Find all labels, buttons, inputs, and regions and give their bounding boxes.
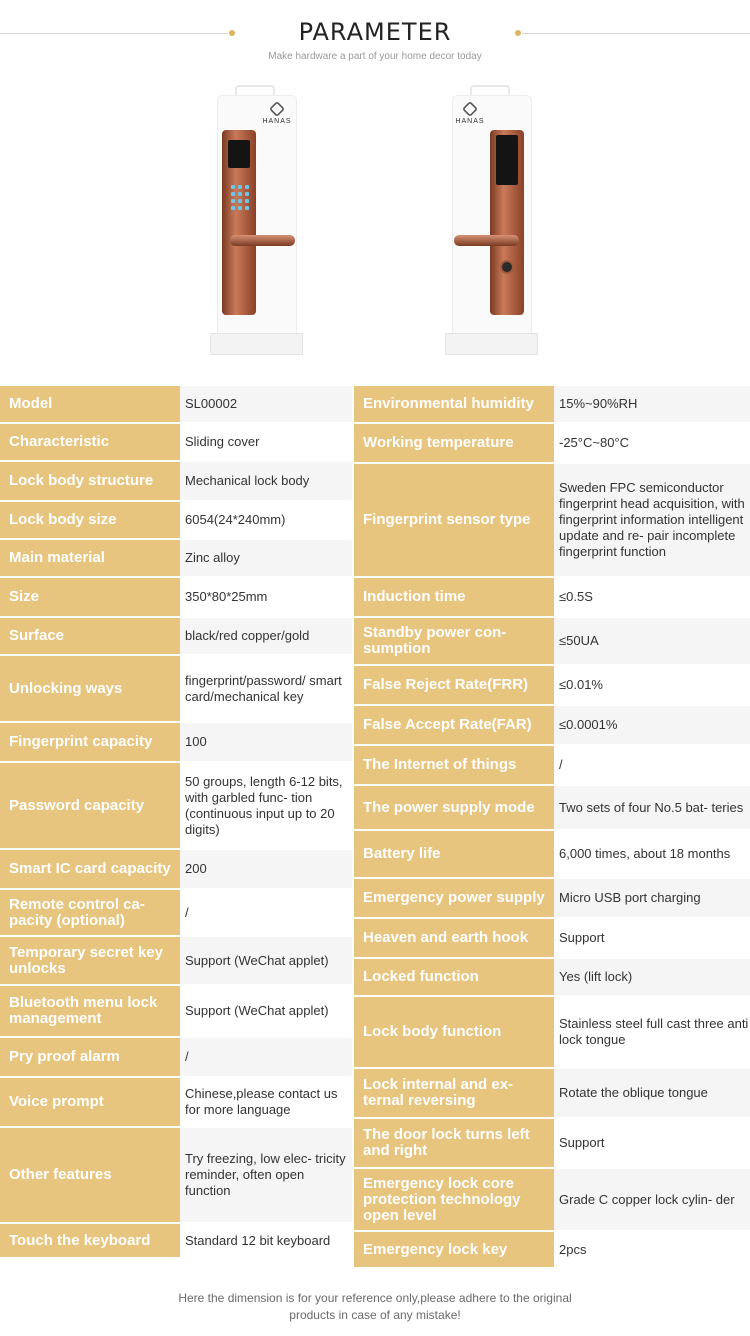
right-row — [354, 618, 750, 666]
right-label: The power supply mode — [354, 786, 554, 831]
right-row — [354, 919, 750, 959]
left-label: Pry proof alarm — [0, 1038, 180, 1078]
disclaimer — [0, 1290, 750, 1324]
left-label: Size — [0, 578, 180, 618]
right-label: Emergency lock core protection technology open level — [354, 1169, 554, 1232]
right-row — [354, 578, 750, 618]
product-image-front — [205, 85, 310, 360]
right-value: Yes (lift lock) — [554, 959, 750, 997]
left-row — [0, 656, 352, 723]
left-row — [0, 424, 352, 462]
left-row — [0, 1038, 352, 1078]
right-row — [354, 464, 750, 578]
left-value: 350*80*25mm — [180, 578, 352, 618]
disclaimer-line-2: products in case of any mistake! — [289, 1308, 461, 1322]
left-label: Characteristic — [0, 424, 180, 462]
right-value: / — [554, 746, 750, 786]
left-value: Mechanical lock body — [180, 462, 352, 502]
left-row — [0, 850, 352, 890]
left-row — [0, 890, 352, 937]
left-value: 100 — [180, 723, 352, 763]
left-label: Bluetooth menu lock management — [0, 986, 180, 1038]
brand-name: HANAS — [262, 118, 292, 125]
left-value: / — [180, 1038, 352, 1078]
right-row — [354, 386, 750, 424]
left-label: Voice prompt — [0, 1078, 180, 1128]
product-image-back — [440, 85, 545, 360]
right-row — [354, 706, 750, 746]
left-label: Lock body structure — [0, 462, 180, 502]
right-label: Fingerprint sensor type — [354, 464, 554, 578]
right-value: Grade C copper lock cylin- der — [554, 1169, 750, 1232]
left-label: Lock body size — [0, 502, 180, 540]
stand-base — [445, 333, 538, 355]
lock-screen — [228, 140, 250, 168]
left-value: SL00002 — [180, 386, 352, 424]
disclaimer-line-1: Here the dimension is for your reference only,please adhere to the original — [178, 1291, 572, 1305]
left-value: / — [180, 890, 352, 937]
right-label: Emergency power supply — [354, 879, 554, 919]
left-row — [0, 937, 352, 986]
right-row — [354, 1119, 750, 1169]
left-row — [0, 540, 352, 578]
left-value: 6054(24*240mm) — [180, 502, 352, 540]
left-value: Standard 12 bit keyboard — [180, 1224, 352, 1259]
right-value: Stainless steel full cast three anti lock tongue — [554, 997, 750, 1069]
page-title: PARAMETER — [298, 18, 452, 46]
left-label: Model — [0, 386, 180, 424]
left-label: Surface — [0, 618, 180, 656]
right-value: Support — [554, 1119, 750, 1169]
right-label: Lock body function — [354, 997, 554, 1069]
left-label: Other features — [0, 1128, 180, 1224]
door-lever — [454, 235, 519, 246]
left-row — [0, 618, 352, 656]
left-label: Smart IC card capacity — [0, 850, 180, 890]
left-label: Touch the keyboard — [0, 1224, 180, 1259]
page-subtitle: Make hardware a part of your home decor today — [268, 51, 482, 62]
right-label: The door lock turns left and right — [354, 1119, 554, 1169]
right-row — [354, 1232, 750, 1269]
left-row — [0, 723, 352, 763]
brand-logo — [450, 102, 490, 125]
brand-name: HANAS — [455, 118, 485, 125]
left-value: fingerprint/password/ smart card/mechanical key — [180, 656, 352, 723]
left-row — [0, 1224, 352, 1259]
right-value: ≤0.01% — [554, 666, 750, 706]
left-label: Unlocking ways — [0, 656, 180, 723]
right-label: False Accept Rate(FAR) — [354, 706, 554, 746]
right-row — [354, 666, 750, 706]
left-value: black/red copper/gold — [180, 618, 352, 656]
right-row — [354, 424, 750, 464]
right-label: Standby power con- sumption — [354, 618, 554, 666]
right-value: ≤0.5S — [554, 578, 750, 618]
left-row — [0, 1128, 352, 1224]
right-label: Working temperature — [354, 424, 554, 464]
stand-base — [210, 333, 303, 355]
right-row — [354, 786, 750, 831]
keypad — [231, 185, 249, 210]
left-value: Try freezing, low elec- tricity reminder, often open function — [180, 1128, 352, 1224]
left-value: 50 groups, length 6-12 bits, with garbled func- tion (continuous input up to 20 digits) — [180, 763, 352, 850]
right-value: Micro USB port charging — [554, 879, 750, 919]
left-row — [0, 1078, 352, 1128]
left-label: Password capacity — [0, 763, 180, 850]
left-value: Support (WeChat applet) — [180, 937, 352, 986]
left-label: Remote control ca- pacity (optional) — [0, 890, 180, 937]
right-row — [354, 997, 750, 1069]
left-value: Chinese,please contact us for more language — [180, 1078, 352, 1128]
right-value: ≤50UA — [554, 618, 750, 666]
right-value: Two sets of four No.5 bat- teries — [554, 786, 750, 831]
brand-logo — [257, 102, 297, 125]
dot-right — [515, 30, 521, 36]
left-row — [0, 386, 352, 424]
right-value: Sweden FPC semiconductor fingerprint head acquisition, with fingerprint information intelligent update and re- pair incomplete fingerprint function — [554, 464, 750, 578]
right-value: 6,000 times, about 18 months — [554, 831, 750, 879]
right-value: Support — [554, 919, 750, 959]
left-value: Sliding cover — [180, 424, 352, 462]
right-value: -25°C~80°C — [554, 424, 750, 464]
left-row — [0, 462, 352, 502]
left-value: Support (WeChat applet) — [180, 986, 352, 1038]
lock-panel — [496, 135, 518, 185]
right-row — [354, 1069, 750, 1119]
right-label: Locked function — [354, 959, 554, 997]
right-value: 2pcs — [554, 1232, 750, 1269]
right-label: Lock internal and ex- ternal reversing — [354, 1069, 554, 1119]
left-row — [0, 763, 352, 850]
right-label: False Reject Rate(FRR) — [354, 666, 554, 706]
right-label: Environmental humidity — [354, 386, 554, 424]
right-row — [354, 879, 750, 919]
left-row — [0, 578, 352, 618]
header — [0, 0, 750, 70]
left-value: 200 — [180, 850, 352, 890]
logo-icon — [462, 101, 478, 117]
right-label: The Internet of things — [354, 746, 554, 786]
right-row — [354, 746, 750, 786]
left-row — [0, 502, 352, 540]
right-row — [354, 1169, 750, 1232]
left-label: Main material — [0, 540, 180, 578]
left-value: Zinc alloy — [180, 540, 352, 578]
right-label: Emergency lock key — [354, 1232, 554, 1269]
right-value: ≤0.0001% — [554, 706, 750, 746]
left-row — [0, 986, 352, 1038]
logo-icon — [269, 101, 285, 117]
right-value: Rotate the oblique tongue — [554, 1069, 750, 1119]
thumb-turn — [500, 260, 514, 274]
right-value: 15%~90%RH — [554, 386, 750, 424]
left-label: Fingerprint capacity — [0, 723, 180, 763]
left-label: Temporary secret key unlocks — [0, 937, 180, 986]
right-label: Heaven and earth hook — [354, 919, 554, 959]
right-label: Battery life — [354, 831, 554, 879]
right-row — [354, 831, 750, 879]
door-lever — [230, 235, 295, 246]
right-label: Induction time — [354, 578, 554, 618]
right-row — [354, 959, 750, 997]
divider-right — [522, 33, 750, 34]
